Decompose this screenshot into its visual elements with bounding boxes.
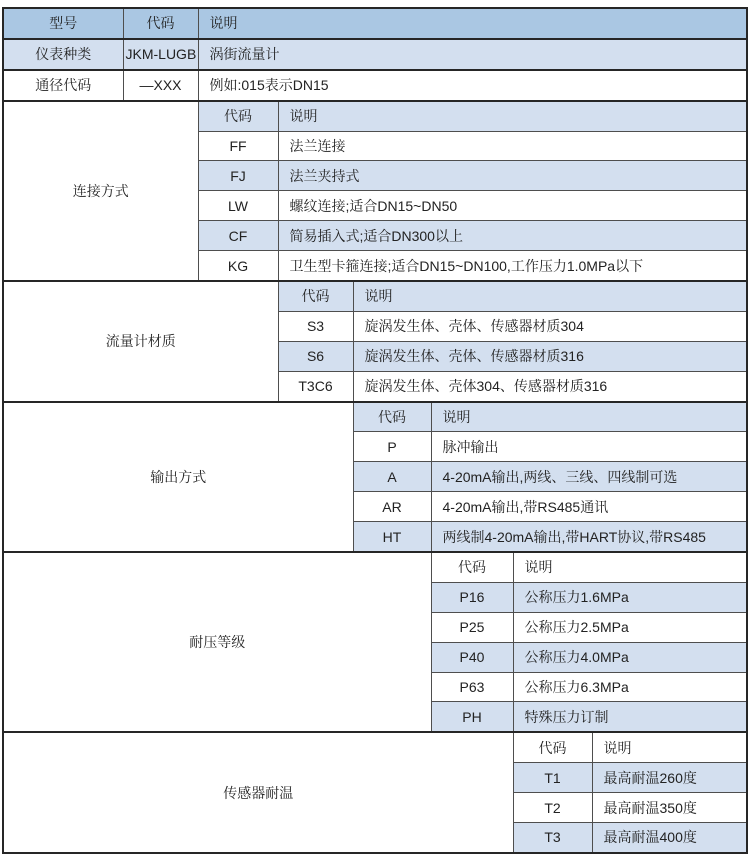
item-code-cell: P40 [431, 642, 513, 672]
subheader-code-cell: 代码 [198, 101, 278, 131]
diameter-code-cell: —XXX [123, 70, 198, 101]
item-code-cell: S6 [278, 341, 353, 371]
item-desc-cell: 旋涡发生体、壳体304、传感器材质316 [353, 371, 747, 401]
diameter-label-cell: 通径代码 [3, 70, 123, 101]
section-label-connection: 连接方式 [3, 101, 198, 281]
item-desc-cell: 简易插入式;适合DN300以上 [278, 221, 747, 251]
item-code-cell: AR [353, 492, 431, 522]
spec-table [2, 7, 748, 854]
subheader-code-cell: 代码 [353, 402, 431, 432]
item-code-cell: CF [198, 221, 278, 251]
item-desc-cell: 4-20mA输出,两线、三线、四线制可选 [431, 462, 747, 492]
section-label-temperature: 传感器耐温 [3, 732, 513, 853]
table-row [3, 70, 747, 101]
item-desc-cell: 公称压力1.6MPa [513, 582, 747, 612]
item-code-cell: KG [198, 251, 278, 281]
item-desc-cell: 旋涡发生体、壳体、传感器材质304 [353, 311, 747, 341]
item-desc-cell: 公称压力4.0MPa [513, 642, 747, 672]
subheader-desc-cell: 说明 [353, 281, 747, 311]
table-row [3, 402, 747, 432]
section-label-output: 输出方式 [3, 402, 353, 552]
item-code-cell: P16 [431, 582, 513, 612]
section-label-material: 流量计材质 [3, 281, 278, 402]
item-desc-cell: 法兰连接 [278, 131, 747, 161]
table-row [3, 39, 747, 70]
item-desc-cell: 特殊压力订制 [513, 702, 747, 732]
meter-type-label-cell: 仪表种类 [3, 39, 123, 70]
item-code-cell: S3 [278, 311, 353, 341]
item-code-cell: FJ [198, 161, 278, 191]
table-row [3, 732, 747, 762]
item-code-cell: PH [431, 702, 513, 732]
subheader-code-cell: 代码 [431, 552, 513, 582]
item-code-cell: T3C6 [278, 371, 353, 401]
item-desc-cell: 公称压力6.3MPa [513, 672, 747, 702]
item-desc-cell: 最高耐温260度 [592, 763, 747, 793]
item-code-cell: FF [198, 131, 278, 161]
item-code-cell: P63 [431, 672, 513, 702]
item-desc-cell: 卫生型卡箍连接;适合DN15~DN100,工作压力1.0MPa以下 [278, 251, 747, 281]
table-row [3, 281, 747, 311]
header-model-cell: 型号 [3, 8, 123, 39]
item-desc-cell: 4-20mA输出,带RS485通讯 [431, 492, 747, 522]
subheader-code-cell: 代码 [513, 732, 592, 762]
item-code-cell: T1 [513, 763, 592, 793]
subheader-code-cell: 代码 [278, 281, 353, 311]
item-code-cell: HT [353, 522, 431, 552]
item-code-cell: P [353, 432, 431, 462]
diameter-desc-cell: 例如:015表示DN15 [198, 70, 747, 101]
header-desc-cell: 说明 [198, 8, 747, 39]
meter-type-code-cell: JKM-LUGB [123, 39, 198, 70]
item-desc-cell: 两线制4-20mA输出,带HART协议,带RS485 [431, 522, 747, 552]
subheader-desc-cell: 说明 [513, 552, 747, 582]
item-desc-cell: 最高耐温400度 [592, 823, 747, 853]
header-code-cell: 代码 [123, 8, 198, 39]
table-row [3, 552, 747, 582]
subheader-desc-cell: 说明 [431, 402, 747, 432]
item-code-cell: P25 [431, 612, 513, 642]
item-code-cell: T2 [513, 793, 592, 823]
item-desc-cell: 脉冲输出 [431, 432, 747, 462]
item-code-cell: LW [198, 191, 278, 221]
table-row [3, 8, 747, 39]
item-desc-cell: 螺纹连接;适合DN15~DN50 [278, 191, 747, 221]
section-label-pressure: 耐压等级 [3, 552, 431, 732]
item-code-cell: A [353, 462, 431, 492]
subheader-desc-cell: 说明 [592, 732, 747, 762]
meter-type-desc-cell: 涡街流量计 [198, 39, 747, 70]
item-desc-cell: 最高耐温350度 [592, 793, 747, 823]
item-desc-cell: 公称压力2.5MPa [513, 612, 747, 642]
subheader-desc-cell: 说明 [278, 101, 747, 131]
item-desc-cell: 法兰夹持式 [278, 161, 747, 191]
table-row [3, 101, 747, 131]
item-code-cell: T3 [513, 823, 592, 853]
item-desc-cell: 旋涡发生体、壳体、传感器材质316 [353, 341, 747, 371]
